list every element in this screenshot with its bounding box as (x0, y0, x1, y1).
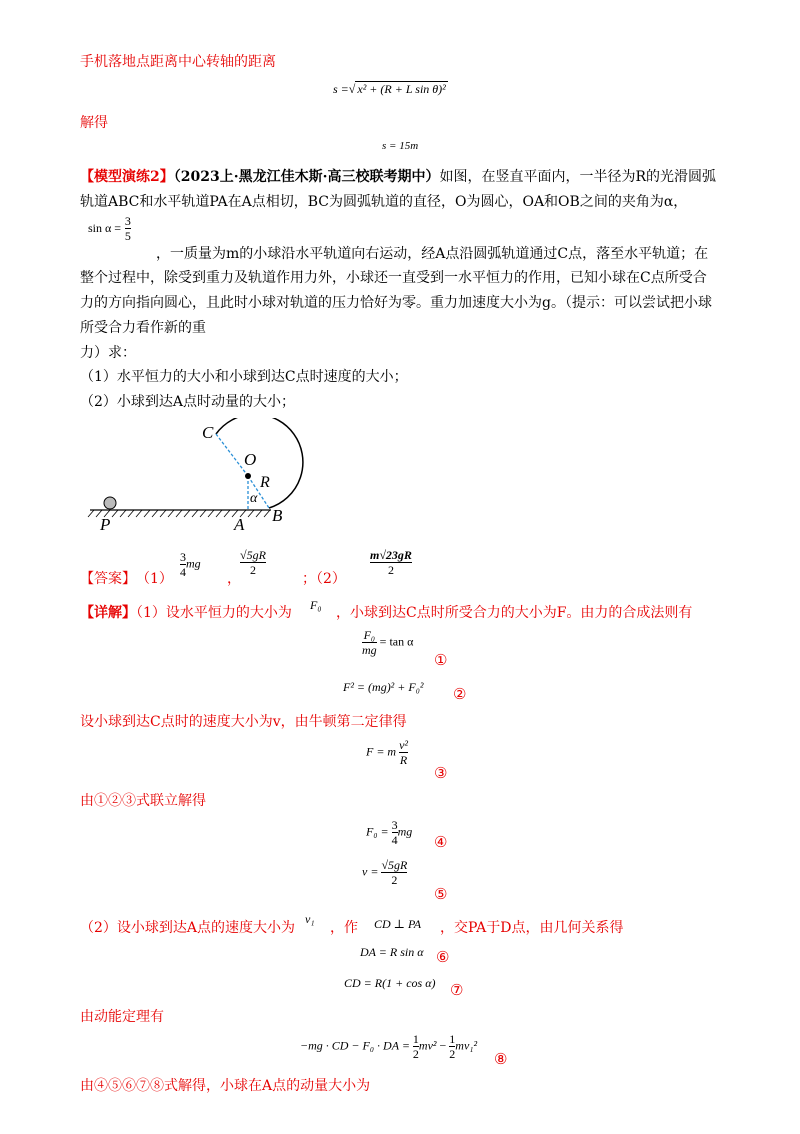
text-line: 解得 (80, 115, 108, 131)
answer-separator: ；（2） (302, 571, 346, 587)
circled-4: ④ (434, 833, 448, 851)
eq5-lhs: v = (362, 864, 379, 879)
detail-line-1 (80, 603, 292, 623)
denominator: 2 (387, 563, 394, 577)
text-line: 手机落地点距离中心转轴的距离 (80, 54, 276, 70)
answer-3-expr (370, 548, 412, 577)
eq3-fraction (399, 738, 408, 767)
eq1-fraction (362, 628, 377, 657)
detail-line-2: 设小球到达C点时的速度大小为v，由牛顿第二定律得 (80, 714, 407, 730)
eq-lhs: s = (333, 82, 349, 96)
circled-1: ① (434, 651, 448, 669)
equation-3 (366, 738, 408, 767)
detail-line-4: （2）设小球到达A点的速度大小为 (80, 920, 296, 936)
sin-alpha-expr (88, 214, 131, 243)
label-c: C (202, 423, 214, 442)
eq5-fraction (381, 858, 407, 887)
detail-tag: 【详解】 (80, 605, 136, 621)
denominator: 2 (391, 873, 398, 887)
equation-s (333, 82, 448, 97)
label-alpha: α (250, 491, 258, 506)
label-b: B (272, 506, 283, 525)
equation-8 (300, 1032, 477, 1061)
circled-7: ⑦ (450, 981, 464, 999)
detail-line-1b: ，小球到达C点时所受合力的大小为F。由力的合成法则有 (336, 605, 693, 621)
problem-line-1 (80, 167, 716, 187)
answer-1-expr (180, 550, 201, 579)
detail-line-4c: ，交PA于D点，由几何关系得 (440, 920, 624, 936)
circled-3: ③ (434, 764, 448, 782)
detail-line-5: 由动能定理有 (80, 1009, 164, 1025)
equation-5 (362, 858, 407, 887)
answer-2-expr (240, 548, 266, 577)
equation-6: DA = R sin α (360, 945, 424, 959)
eq4-tail: mg (397, 824, 413, 839)
center-o (245, 473, 251, 479)
eq1-rhs: = tan α (379, 634, 414, 649)
numerator: 3 (391, 818, 398, 832)
circled-5: ⑤ (434, 885, 448, 903)
eq4-lhs: F₀ = (366, 824, 389, 839)
perp-expr: CD ⊥ PA (374, 917, 422, 931)
label-o: O (244, 450, 257, 469)
equation-2: F² = (mg)² + F₀² (343, 680, 424, 694)
denominator: mg (362, 643, 377, 657)
label-p: P (100, 515, 111, 534)
symbol-f0: F₀ (310, 598, 322, 612)
denominator: 4 (391, 833, 398, 847)
numerator: 1 (412, 1032, 419, 1046)
numerator: m√23gR (370, 548, 412, 562)
denominator: R (399, 753, 408, 767)
detail-line-3: 由①②③式联立解得 (80, 793, 206, 809)
numerator: 1 (449, 1032, 456, 1046)
problem-line-6: 所受合力看作新的重 (80, 320, 206, 336)
denominator: 2 (249, 563, 256, 577)
problem-line-2: 轨道ABC和水平轨道PA在A点相切，BC为圆弧轨道的直径，O为圆心，OA和OB之间的夹角为α， (80, 194, 688, 210)
answer-2-fraction (240, 548, 266, 577)
detail-text: （1）设水平恒力的大小为 (136, 605, 292, 621)
problem-text: 如图，在竖直平面内，一半径为R的光滑圆弧 (439, 169, 717, 185)
ball (104, 497, 116, 509)
problem-line-4: 整个过程中，除受到重力及轨道作用力外，小球还一直受到一水平恒力的作用，已知小球在C点所受合 (80, 270, 707, 286)
eq8-term-1: mv² (418, 1038, 437, 1053)
answer-tag: 【答案】 (80, 571, 136, 587)
problem-line-5: 力的方向指向圆心，且此时小球对轨道的压力恰好为零。重力加速度大小为g。（提示：可以尝试把小球 (80, 295, 712, 311)
circled-6: ⑥ (436, 948, 450, 966)
eq8-lhs: −mg · CD − F₀ · DA = (300, 1038, 410, 1053)
numerator: √5gR (381, 858, 408, 872)
denominator: 2 (449, 1047, 456, 1061)
detail-line-4b: ，作 (330, 920, 358, 936)
numerator: F₀ (363, 628, 376, 642)
problem-tag: 【模型演练2】 (80, 169, 174, 185)
problem-line-3: ，一质量为m的小球沿水平轨道向右运动，经A点沿圆弧轨道通过C点，落至水平轨道；在 (156, 246, 709, 262)
answer-part-1: （1） (136, 571, 173, 587)
symbol-v1: v₁ (305, 912, 315, 926)
label-a: A (234, 515, 245, 534)
circled-2: ② (453, 685, 467, 703)
equation-7: CD = R(1 + cos α) (344, 976, 436, 990)
numerator: 3 (180, 550, 186, 564)
numerator: v² (399, 738, 409, 752)
equation-4 (366, 818, 412, 847)
denominator: 4 (180, 565, 186, 579)
problem-source: （2023上·黑龙江佳木斯·高三校联考期中） (173, 169, 440, 185)
circled-8: ⑧ (494, 1050, 508, 1068)
label-r: R (260, 474, 270, 491)
eq-radicand: x² + (R + L sin θ)² (357, 82, 446, 96)
question-2: （2）小球到达A点时动量的大小； (80, 394, 296, 410)
sin-denominator: 5 (124, 229, 131, 243)
sin-label: sin α = (88, 221, 122, 235)
eq8-term-2: mv₁² (455, 1038, 478, 1053)
answer-3-fraction (370, 548, 412, 577)
denominator: 2 (412, 1047, 419, 1061)
sin-numerator: 3 (124, 214, 131, 228)
equation-1 (362, 628, 413, 657)
answer-1-tail: mg (186, 556, 201, 571)
sin-fraction (125, 214, 131, 243)
problem-line-7: 力）求： (80, 345, 136, 361)
eq3-lhs: F = m (366, 744, 397, 759)
equation-s-value: s = 15m (382, 140, 419, 152)
comma: ， (227, 571, 241, 587)
eq8-minus: − (439, 1038, 447, 1053)
track-figure (86, 418, 316, 538)
detail-line-6: 由④⑤⑥⑦⑧式解得，小球在A点的动量大小为 (80, 1078, 371, 1094)
sqrt-sign: √ (348, 82, 356, 96)
question-1: （1）水平恒力的大小和小球到达C点时速度的大小； (80, 369, 408, 385)
numerator: √5gR (240, 548, 266, 562)
